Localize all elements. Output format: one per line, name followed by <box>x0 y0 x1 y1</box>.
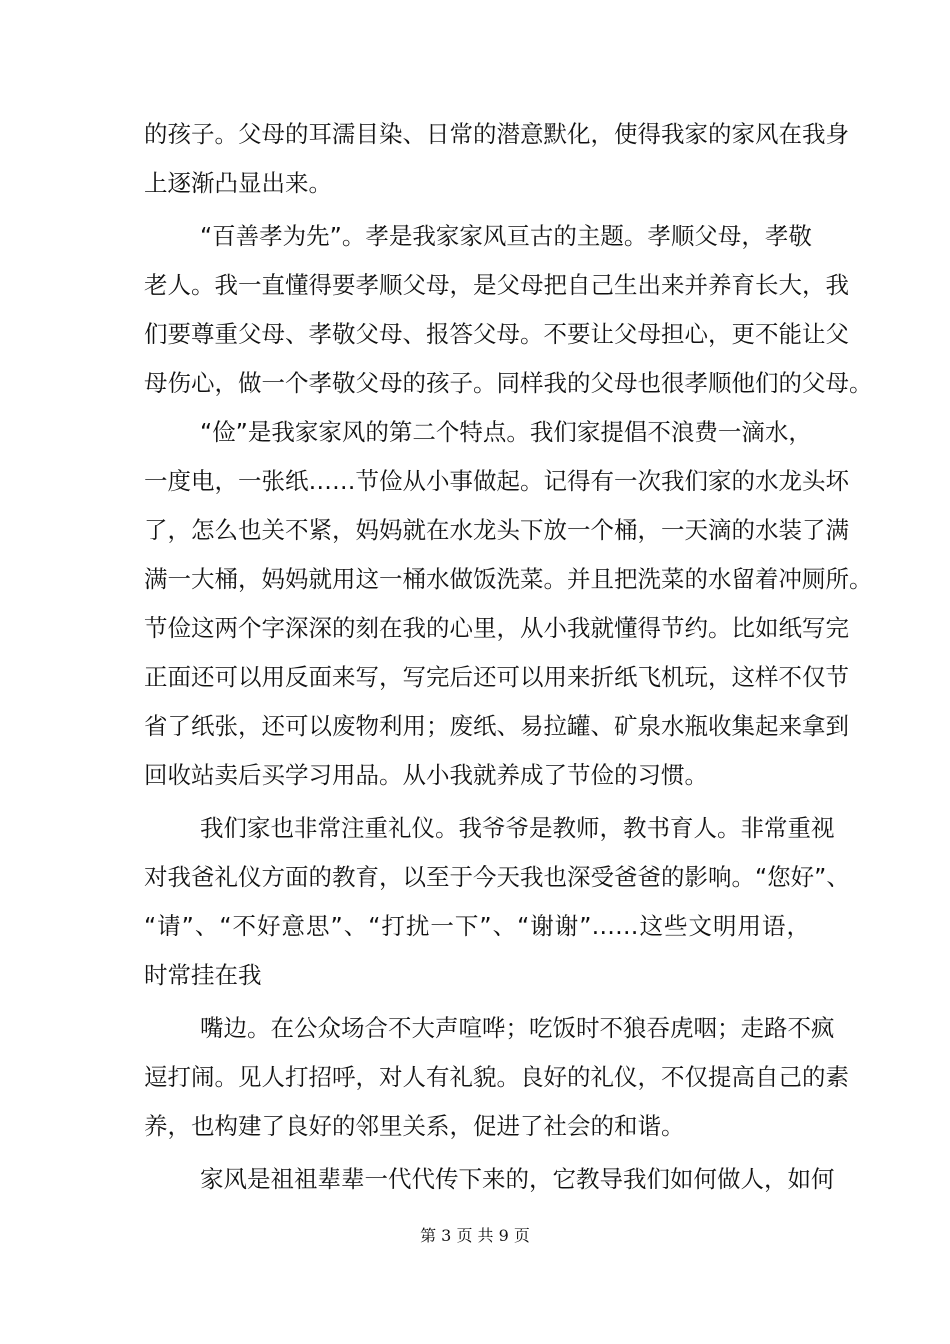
body-text <box>144 110 873 1204</box>
text-line: 养，也构建了良好的邻里关系，促进了社会的和谐。 <box>144 1112 685 1140</box>
text-line: 了，怎么也关不紧，妈妈就在水龙头下放一个桶，一天滴的水装了满 <box>144 516 849 544</box>
text-line: 对我爸礼仪方面的教育，以至于今天我也深受爸爸的影响。“您好”、 <box>144 863 850 891</box>
text-line: 满一大桶，妈妈就用这一桶水做饭洗菜。并且把洗菜的水留着冲厕所。 <box>144 565 873 593</box>
text-line: 回收站卖后买学习用品。从小我就养成了节俭的习惯。 <box>144 761 708 789</box>
paragraph <box>144 804 850 1000</box>
text-line: 节俭这两个字深深的刻在我的心里，从小我就懂得节约。比如纸写完 <box>144 614 849 642</box>
text-line: 一度电，一张纸……节俭从小事做起。记得有一次我们家的水龙头坏 <box>144 467 849 495</box>
text-line: “俭”是我家家风的第二个特点。我们家提倡不浪费一滴水， <box>200 418 812 446</box>
text-line: 我们家也非常注重礼仪。我爷爷是教师，教书育人。非常重视 <box>200 814 835 842</box>
text-line: 们要尊重父母、孝敬父母、报答父母。不要让父母担心，更不能让父 <box>144 320 849 348</box>
paragraph <box>144 408 873 800</box>
paragraph <box>144 1155 835 1204</box>
text-line: 嘴边。在公众场合不大声喧哗；吃饭时不狼吞虎咽；走路不疯 <box>200 1014 835 1042</box>
text-line: 老人。我一直懂得要孝顺父母，是父母把自己生出来并养育长大，我 <box>144 271 849 299</box>
text-line: 省了纸张，还可以废物利用；废纸、易拉罐、矿泉水瓶收集起来拿到 <box>144 712 849 740</box>
paragraph <box>144 110 849 208</box>
text-line: 时常挂在我 <box>144 961 262 989</box>
text-line: 的孩子。父母的耳濡目染、日常的潜意默化，使得我家的家风在我身 <box>144 120 849 148</box>
text-line: 正面还可以用反面来写，写完后还可以用来折纸飞机玩，这样不仅节 <box>144 663 849 691</box>
text-line: 家风是祖祖辈辈一代代传下来的，它教导我们如何做人，如何 <box>200 1165 835 1193</box>
paragraph <box>144 212 873 408</box>
paragraph <box>144 1004 849 1151</box>
text-line: 母伤心，做一个孝敬父母的孩子。同样我的父母也很孝顺他们的父母。 <box>144 369 873 397</box>
text-line: 逗打闹。见人打招呼，对人有礼貌。良好的礼仪，不仅提高自己的素 <box>144 1063 849 1091</box>
text-line: “请”、“不好意思”、“打扰一下”、“谢谢”……这些文明用语， <box>144 912 810 940</box>
page-footer: 第 3 页 共 9 页 <box>420 1226 530 1245</box>
text-line: 上逐渐凸显出来。 <box>144 169 332 197</box>
text-line: “百善孝为先”。孝是我家家风亘古的主题。孝顺父母，孝敬 <box>200 222 812 250</box>
